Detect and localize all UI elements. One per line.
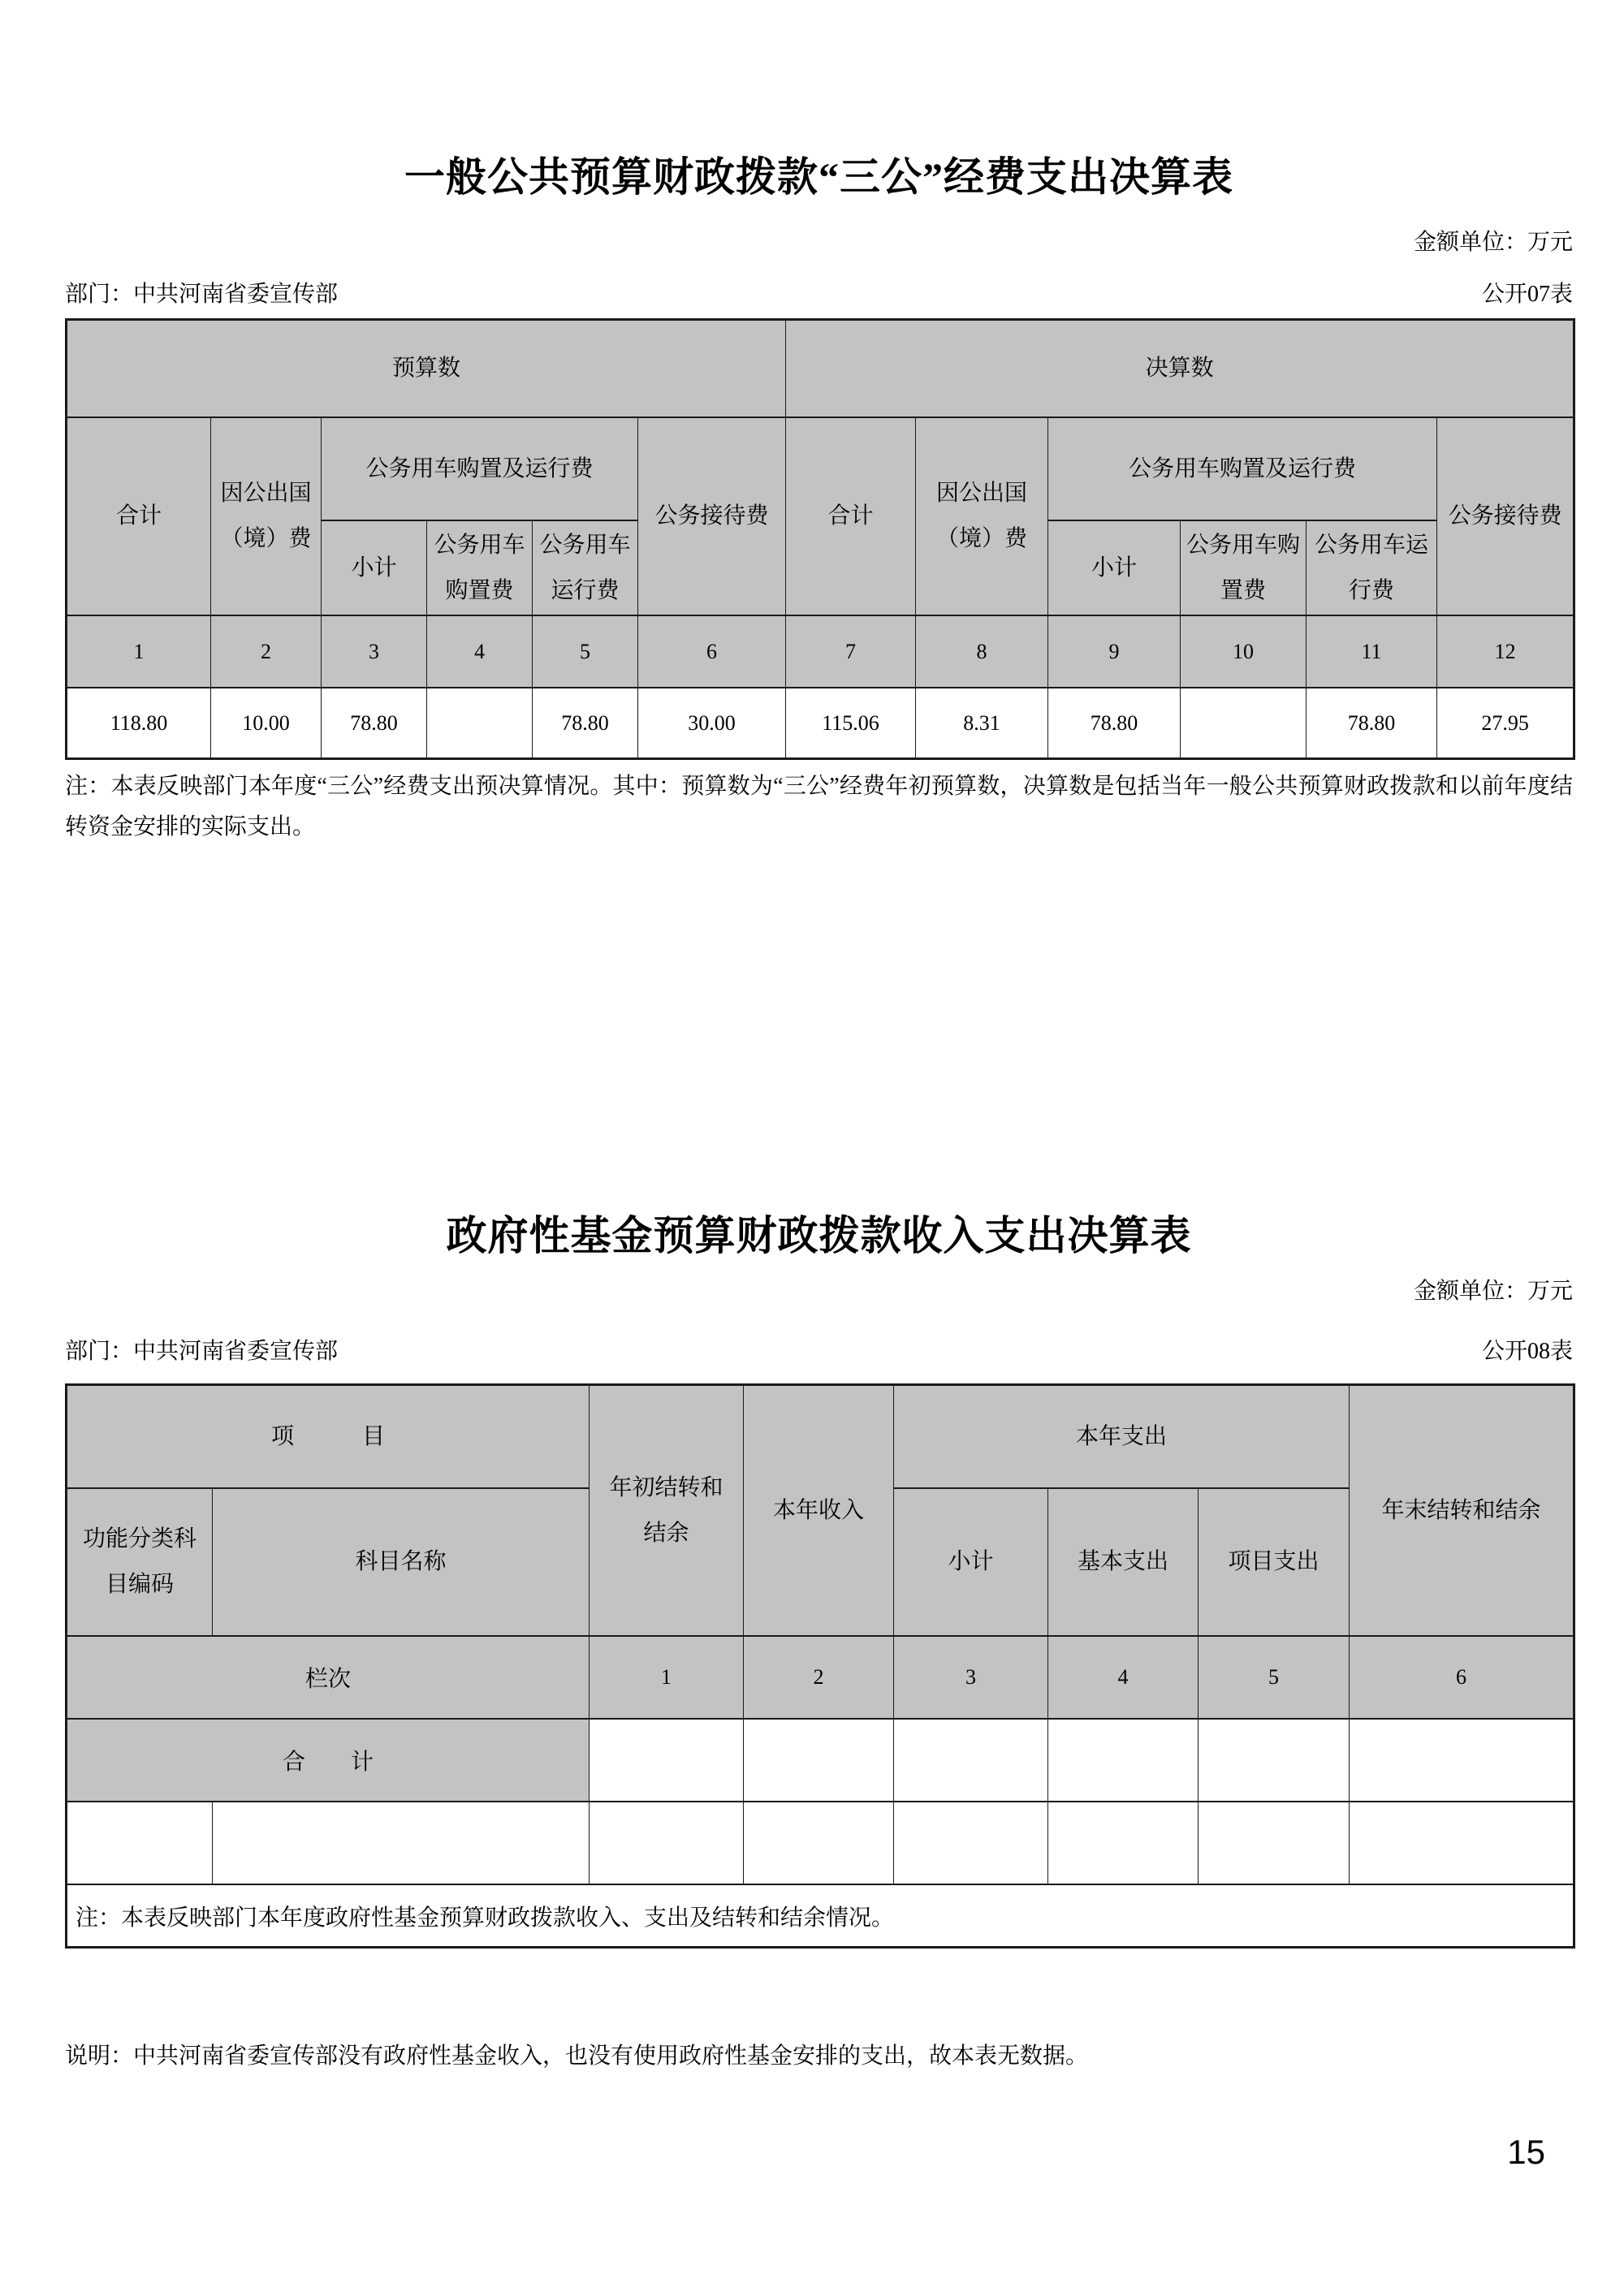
column-number-cell: 6 (638, 615, 786, 688)
value-cell: 78.80 (1307, 688, 1437, 759)
value-cell: 78.80 (1048, 688, 1181, 759)
table-row (67, 417, 1574, 520)
table-note-row (67, 1884, 1574, 1948)
blank-data-row (67, 1802, 1574, 1884)
column-number-cell: 9 (1048, 615, 1181, 688)
empty-cell (1199, 1802, 1350, 1884)
value-cell: 115.06 (786, 688, 916, 759)
column-number-row (67, 1636, 1574, 1719)
value-cell: 118.80 (67, 688, 211, 759)
empty-cell (1199, 1719, 1350, 1802)
lanci-label-cell: 栏次 (67, 1636, 590, 1719)
empty-cell (1048, 1719, 1199, 1802)
header-cell-total: 合计 (67, 417, 211, 615)
header-cell-vehicle-group: 公务用车购置及运行费 (1048, 417, 1437, 520)
column-number-cell: 7 (786, 615, 916, 688)
table1-sheet-label: 公开07表 (1481, 282, 1573, 307)
table1-meta-row (65, 281, 1573, 309)
header-cell-budget: 预算数 (67, 320, 786, 418)
column-number-cell: 2 (211, 615, 322, 688)
header-cell-final: 决算数 (786, 320, 1574, 418)
empty-cell (590, 1802, 744, 1884)
header-cell-subject-name: 科目名称 (213, 1488, 590, 1636)
column-number-cell: 3 (322, 615, 427, 688)
table1-note: 注：本表反映部门本年度“三公”经费支出预决算情况。其中：预算数为“三公”经费年初预算数，决算数是包括当年一般公共预算财政拨款和以前年度结转资金安排的实际支出。 (65, 774, 1573, 839)
empty-cell (1350, 1802, 1574, 1884)
header-cell-basic-exp: 基本支出 (1048, 1488, 1199, 1636)
three-public-expense-table (65, 318, 1575, 760)
header-cell-operation: 公务用车运行费 (533, 520, 638, 615)
value-cell: 78.80 (533, 688, 638, 759)
table1-department-label: 部门：中共河南省委宣传部 (65, 282, 339, 307)
column-number-cell: 3 (894, 1636, 1048, 1719)
header-cell-purchase: 公务用车购置费 (427, 520, 533, 615)
value-cell: 8.31 (916, 688, 1048, 759)
table1-unit-label: 金额单位：万元 (1413, 230, 1573, 255)
data-row (67, 688, 1574, 759)
government-fund-budget-table (65, 1383, 1575, 1949)
empty-cell (213, 1802, 590, 1884)
header-cell-abroad: 因公出国（境）费 (916, 417, 1048, 615)
table1-title: 一般公共预算财政拨款“三公”经费支出决算表 (404, 154, 1233, 200)
column-number-cell: 5 (1199, 1636, 1350, 1719)
header-cell-vehicle-group: 公务用车购置及运行费 (322, 417, 638, 520)
header-cell-subtotal: 小计 (894, 1488, 1048, 1636)
empty-cell (744, 1719, 894, 1802)
table-row (67, 320, 1574, 418)
column-number-cell: 1 (67, 615, 211, 688)
column-number-row (67, 615, 1574, 688)
header-cell-operation: 公务用车运行费 (1307, 520, 1437, 615)
empty-cell (894, 1719, 1048, 1802)
empty-cell (894, 1802, 1048, 1884)
column-number-cell: 5 (533, 615, 638, 688)
value-cell: 30.00 (638, 688, 786, 759)
header-cell-total: 合计 (786, 417, 916, 615)
value-cell: 78.80 (322, 688, 427, 759)
header-cell-function-code: 功能分类科目编码 (67, 1488, 213, 1636)
table-row (67, 1385, 1574, 1489)
column-number-cell: 6 (1350, 1636, 1574, 1719)
empty-cell (744, 1802, 894, 1884)
empty-cell (590, 1719, 744, 1802)
empty-cell (1048, 1802, 1199, 1884)
column-number-cell: 10 (1181, 615, 1307, 688)
empty-cell (1350, 1719, 1574, 1802)
total-row (67, 1719, 1574, 1802)
value-cell (427, 688, 533, 759)
table2-department-label: 部门：中共河南省委宣传部 (65, 1339, 339, 1364)
value-cell: 27.95 (1437, 688, 1574, 759)
header-cell-project: 项 目 (67, 1385, 590, 1489)
page-number: 15 (1507, 2133, 1545, 2171)
header-cell-subtotal: 小计 (1048, 520, 1181, 615)
value-cell: 10.00 (211, 688, 322, 759)
header-cell-expenditure: 本年支出 (894, 1385, 1350, 1489)
empty-cell (67, 1802, 213, 1884)
header-cell-project-exp: 项目支出 (1199, 1488, 1350, 1636)
column-number-cell: 4 (427, 615, 533, 688)
value-cell (1181, 688, 1307, 759)
header-cell-reception: 公务接待费 (638, 417, 786, 615)
column-number-cell: 1 (590, 1636, 744, 1719)
table2-remark: 说明：中共河南省委宣传部没有政府性基金收入，也没有使用政府性基金安排的支出，故本表无数据。 (65, 2044, 1089, 2069)
header-cell-reception: 公务接待费 (1437, 417, 1574, 615)
table2-note-cell: 注：本表反映部门本年度政府性基金预算财政拨款收入、支出及结转和结余情况。 (67, 1884, 1574, 1948)
table2-meta-row (65, 1338, 1573, 1366)
header-cell-income: 本年收入 (744, 1385, 894, 1637)
table2-sheet-label: 公开08表 (1481, 1339, 1573, 1364)
total-label-cell: 合 计 (67, 1719, 590, 1802)
column-number-cell: 2 (744, 1636, 894, 1719)
content-area (65, 0, 1573, 2071)
column-number-cell: 4 (1048, 1636, 1199, 1719)
table2-unit-label: 金额单位：万元 (1413, 1279, 1573, 1304)
header-cell-end-balance: 年末结转和结余 (1350, 1385, 1574, 1637)
header-cell-begin-balance: 年初结转和结余 (590, 1385, 744, 1637)
header-cell-subtotal: 小计 (322, 520, 427, 615)
column-number-cell: 11 (1307, 615, 1437, 688)
table2-title: 政府性基金预算财政拨款收入支出决算表 (446, 1213, 1192, 1258)
header-cell-purchase: 公务用车购置费 (1181, 520, 1307, 615)
column-number-cell: 8 (916, 615, 1048, 688)
header-cell-abroad: 因公出国（境）费 (211, 417, 322, 615)
column-number-cell: 12 (1437, 615, 1574, 688)
